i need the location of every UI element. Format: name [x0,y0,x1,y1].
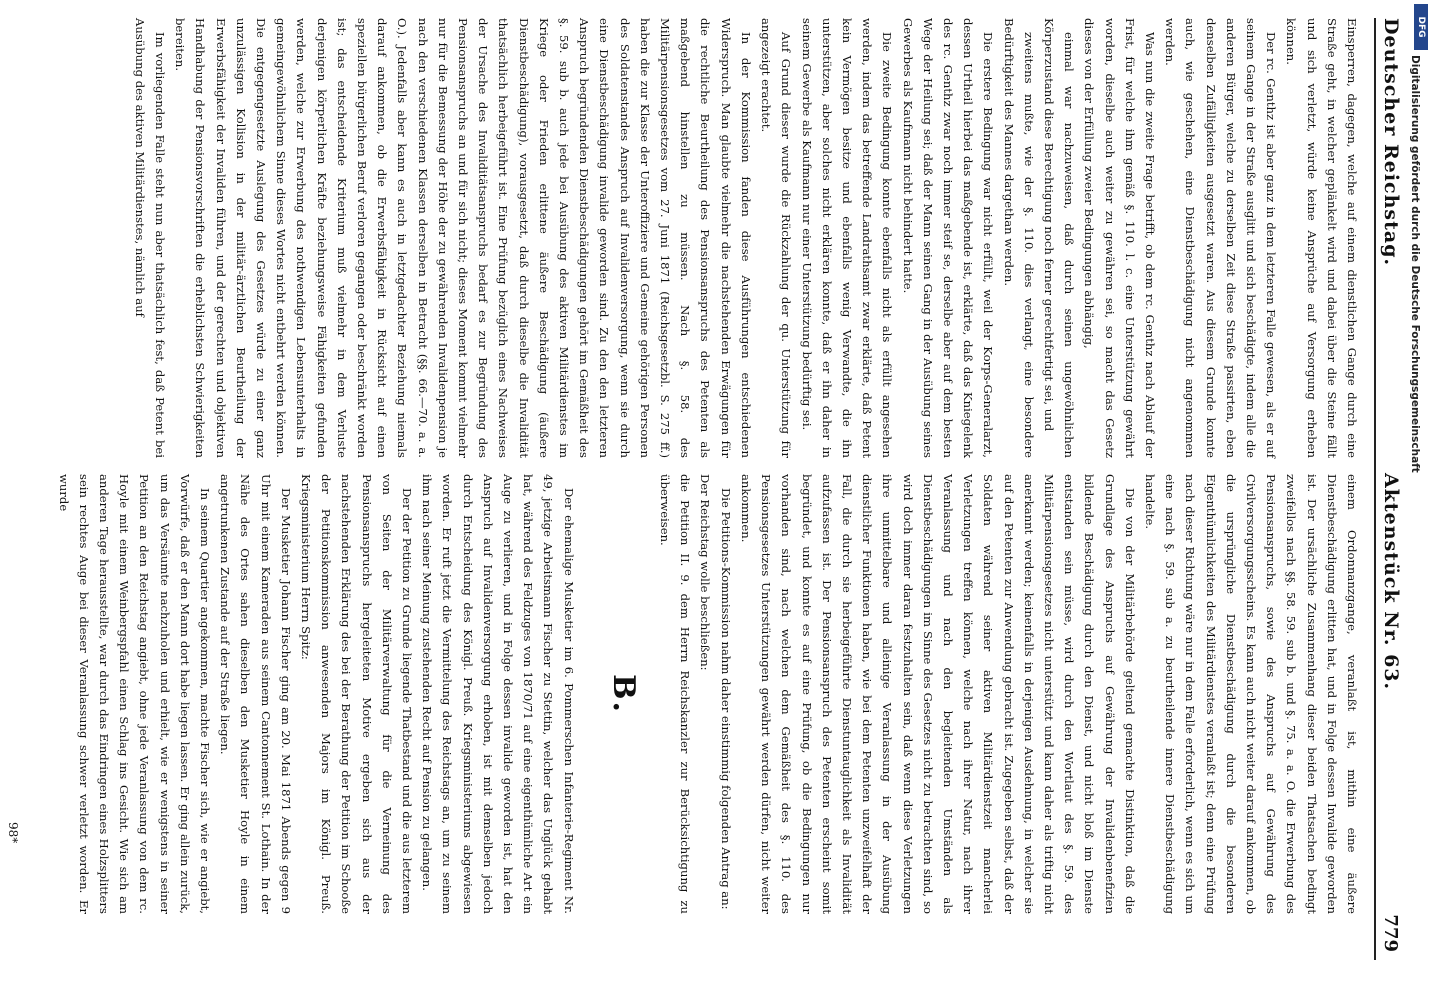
paragraph: Der der Petition zu Grunde liegende Thatbestand und die aus letzterem von Seiten der Militärverwaltung für die Verneinung des Pensionsanspruchs hergeleiteten Motive ergeben sich aus der nachstehenden Erklärung des bei der Berathung der Petition im Schooße der Petitionskommission anwesenden Majors im Königl. Preuß. Kriegsministerium Herrn Spitz: [299,474,415,914]
section-heading: B. [605,674,641,714]
paragraph: Der ehemalige Musketier im 6. Pommerschen Infanterie-Regiment Nr. 49, jetzige Arbeitsmann Fischer zu Stettin, welcher das Unglück gehabt hat, während des Feldzuges von 1870/71 auf eine eigenthümliche Art ein Auge zu verlieren, und in Folge dessen invalide geworden ist, hat den Anspruch auf Invalidenversorgung erhoben, ist mit demselben jedoch durch Entscheidung des Königl. Preuß. Kriegsministeriums abgewiesen worden. Er ruft jetzt die Vermittelung des Reichstags an, um zu seinem ihm nach seiner Meinung zustehenden Recht auf Pension zu gelangen. [420,474,576,914]
dfg-logo-label: DFG [1416,16,1426,38]
paragraph: einmal war nachzuweisen, daß durch seinen ungewöhnlichen Körperzustand diese Berechtigung noch ferner gerechtfertigt sei, und [1041,18,1077,458]
paragraph: Auf Grund dieser wurde die Rückzahlung der qu. Unterstützung für angezeigt erachtet. [759,18,794,458]
paragraph: Der Musketier Johann Fischer ging am 20. Mai 1871 Abends gegen 9 Uhr mit einem Kameraden aus seinem Cantonnement St. Lothain. In der Nähe des Ortes sahen dieselben den Musketier Hoyle in einem angetrunkenen Zustande auf der Straße liegen. [218,474,293,914]
paragraph: In der Kommission fanden diese Ausführungen entschiedenen Widerspruch. Man glaubte vielmehr die nachstehenden Erwägungen für die rechtliche Beurtheilung des Pensionsanspruchs des Petenten als maßgebend hinstellen zu müssen. Nach §. 58. des Militärpensionsgesetzes vom 27. Juni 1871 (Reichsgesetzbl. S. 275 ff.) haben die zur Klasse der Unteroffiziere und Gemeine gehörigen Personen des Soldatenstandes Anspruch auf Invalidenversorgung, wenn sie durch eine Dienstbeschädigung invalide geworden sind. Zu den den letzteren Anspruch begründenden Dienstbeschädigungen gehört im Gemäßheit des §. 59. sub b. auch jede bei Ausübung des aktiven Militärdienstes im Kriege oder Frieden erlittene äußere Beschädigung (äußere Dienstbeschädigung), vorausgesetzt, daß durch dieselbe die Invalidität thatsächlich herbeigeführt ist. Eine Prüfung bezüglich eines Nachweises der Ursache des Invaliditätsanspruchs bedarf es zur Begründung des Pensionsanspruchs an und für sich nicht; dieses Moment kommt vielmehr nur für die Bemessung der Höhe der zu gewährenden Invalidenpension je nach den verschiedenen Klassen derselben in Betracht (§§. 66.—70. a. a. O.). Jedenfalls aber kann es auch in letztgedachter Beziehung niemals darauf ankommen, ob die Erwerbsfähigkeit in Rücksicht auf einen speziellen bürgerlichen Beruf verloren gegangen oder beschränkt worden ist; das entscheidende Kriterium muß vielmehr in dem Verluste derjenigen körperlichen Kräfte beziehungsweise Fähigkeiten gefunden werden, welche zur Erwerbung des nothwendigen Lebensunterhalts in gemeingewöhnlichem Sinne dieses Wortes nicht entbehrt werden können. Die entgegengesetzte Auslegung des Gesetzes würde zu einer ganz unzulässigen Kollision in der militär-ärztlichen Beurtheilung der Erwerbsfähigkeit der Invaliden führen, und der gerechten und objektiven Handhabung der Pensionsvorschriften die erheblichsten Schwierigkeiten bereiten. [173,18,753,458]
funding-notice: Digitalisierung gefördert durch die Deutsche Forschungsgemeinschaft [1409,55,1421,473]
left-column [130,18,1362,458]
page-header [1374,18,1410,960]
paragraph: Die erstere Bedingung war nicht erfüllt, weil der Korps-Generalarzt, dessen Urtheil hierbei das maßgebende ist, erklärte, daß das Kniegelenk des rc. Genthz zwar noch immer steif se, derselbe aber auf dem besten Wege der Heilung sei; daß der Mann seinen Gang in der Ausübung seines Gewerbes als Kaufmann nicht behindert hatte. [900,18,996,458]
paragraph: einem Ordonnanzgange, veranlaßt ist, mithin eine äußere Dienstbeschädigung erlitten hat, und in Folge dessen Invalide geworden ist. Der ursächliche Zusammenhang dieser beiden Thatsachen bedingt zweifellos nach §§. 58. 59. sub b. und §. 75. a. a. O. die Erwerbung des Pensionsanspruchs, sowie des Anspruchs auf Gewährung des Civilversorgungsscheins. Es kann auch nicht weiter darauf ankommen, ob die ursprüngliche Dienstbeschädigung durch die besonderen Eigenthümlichkeiten des Militärdienstes veranlaßt ist; denn eine Prüfung nach dieser Richtung wäre nur in dem Falle erforderlich, wenn es sich um eine nach §. 59. sub a. zu beurtheilende innere Dienstbeschädigung handelte. [1142,474,1359,914]
dfg-logo [1414,4,1428,50]
paragraph: Die zweite Bedingung konnte ebenfalls nicht als erfüllt angesehen werden, indem das betreffende Landrathsamt zwar erklärte, daß Petent kein Vermögen besitze und ebenfalls wenig Verwandte, die ihn unterstützen, aber solches nicht erklären konnte, daß er ihn daher in seinem Gewerbe als Kaufmann nur einer Unterstützung bedürftig sei. [799,18,895,458]
right-column [53,474,1362,914]
header-document-number: Aktenstück Nr. 63. [1380,473,1402,691]
paragraph: Im vorliegenden Falle steht nun aber thatsächlich fest, daß Petent bei Ausübung des aktiven Militärdienstes, nämlich auf [132,18,168,458]
resolution-line: Der Reichstag wolle beschließen: [698,474,713,671]
paragraph: Einsperren, dagegen, welche auf einem dienstlichen Gange durch eine Straße geht, in welcher geplänkelt wird und dabei über die Steine fällt und sich verletzt, würde keine Ansprüche auf Versorgung erheben können. [1284,18,1359,458]
paragraph: Der rc. Genthz ist aber ganz in dem letzteren Falle gewesen, als er auf seinem Gange in der Straße ausglitt und sich beschädigte, indem alle die anderen Bürger, welche zu derselben Zeit diese Straße passirten, eben denselben Zufälligkeiten ausgesetzt waren. Aus diesem Grunde konnte auch, wie geschehen, eine Dienstbeschädigung nicht angenommen werden. [1163,18,1279,458]
digitization-sidebar [1409,0,1432,1000]
resolution-line: die Petition II. 9. dem Herrn Reichskanzler zur Berücksichtigung zu überweisen. [658,474,693,914]
page-number: 779 [1380,914,1401,952]
paragraph: In seinem Quartier angekommen, machte Fischer sich, wie er angiebt, Vorwürfe, daß er den Mann dort habe liegen lassen. Er ging allein zurück, um das Versäumte nachzuholen und erhielt, wie er wenigstens in seiner Petition an den Reichstag angiebt, ohne jede Veranlassung von dem rc. Hoyle mit einem Weinbergspfahl einen Schlag ins Gesicht. Wie sich am anderen Tage herausstellte, war durch das Eindringen eines Holzsplitters sein rechtes Auge bei dieser Veranlassung schwer verletzt worden. Er wurde [56,474,213,914]
paragraph: Die von der Militärbehörde geltend gemachte Distinktion, daß die Grundlage des Anspruchs auf Gewährung der Invalidenbenefizien bildende Beschädigung durch den Dienst, und nicht bloß im Dienste entstanden sein müsse, wird durch den Wortlaut des §. 59. des Militärpensionsgesetzes nicht unterstützt und kann daher als triftig nicht anerkannt werden; keinenfalls in derjenigen Ausdehnung, in welcher sie auf den Petenten zur Anwendung gebracht ist. Zugegeben selbst, daß der Soldaten während seiner aktiven Militärdienstzeit mancherlei Verletzungen treffen können, welche nach ihrer Natur, nach ihrer Veranlassung und nach den begleitenden Umständen als Dienstbeschädigungen im Sinne des Gesetzes nicht zu betrachten sind, so wird doch immer daran festzuhalten sein, daß wenn diese Verletzungen ihre unmittelbare und alleinige Veranlassung in der Ausübung dienstlicher Funktionen haben, wie bei dem Petenten unzweifelhaft der Fall, die durch sie herbeigeführte Dienstuntauglichkeit als Invalidität aufzufassen ist. Der Pensionsanspruch des Petenten erscheint somit begründet, und konnte es auf eine Prüfung, ob die Bedingungen nur vorhanden sind, nach welchen dem Gemäßheit des §. 110. des Pensionsgesetzes Unterstützungen gewährt werden dürfen, nicht weiter ankommen. [738,474,1137,914]
paragraph: Die Petitions-Kommission nahm daher einstimmig folgenden Antrag an: [718,488,733,910]
paragraph: zweitens mußte, wie der §. 110. dies verlangt, eine besondere Bedürftigkeit des Mannes dargethan werden. [1001,18,1036,458]
header-title: Deutscher Reichstag. [1380,18,1402,267]
paragraph: Was nun die zweite Frage betrifft, ob dem rc. Genthz nach Ablauf der Frist, für welche ihm gemäß §. 110. l. c. eine Unterstützung gewährt worden, dieselbe auch weiter zu gewähren sei, so macht das Gesetz dieses von der Erfüllung zweier Bedingungen abhängig, [1082,18,1157,458]
signature-mark: 98* [6,822,20,844]
